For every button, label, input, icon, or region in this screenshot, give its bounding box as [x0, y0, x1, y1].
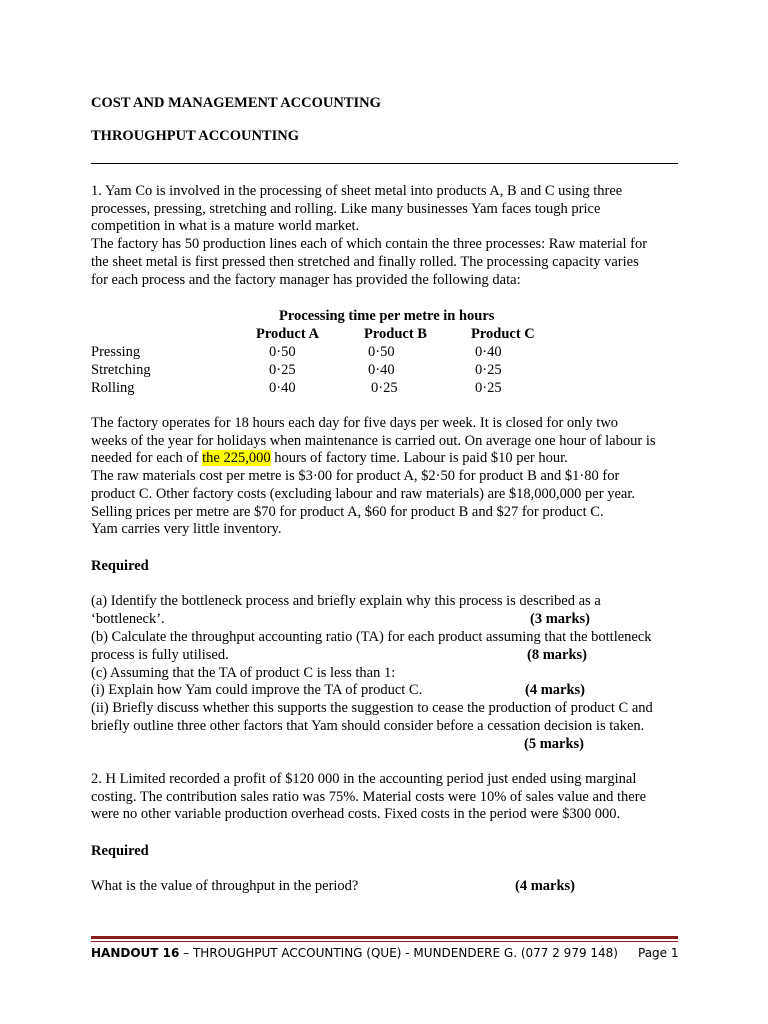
- q1-intro-line: processes, pressing, stretching and rolling. Like many businesses Yam faces tough price: [91, 200, 601, 217]
- part-a-marks: (3 marks): [530, 611, 591, 627]
- q1-intro-line: 1. Yam Co is involved in the processing of sheet metal into products A, B and C using three: [91, 183, 623, 199]
- q2-body-line: costing. The contribution sales ratio was 75%. Material costs were 10% of sales value and there: [91, 788, 647, 805]
- part-b-marks: (8 marks): [527, 647, 588, 663]
- part-c-i-marks: (4 marks): [525, 682, 586, 698]
- part-c-i-line: (i) Explain how Yam could improve the TA of product C.: [91, 682, 423, 698]
- table-title: Processing time per metre in hours: [279, 308, 495, 324]
- highlighted-text: the 225,000: [202, 450, 271, 467]
- footer-handout: HANDOUT 16: [91, 946, 180, 960]
- q2-body: [91, 771, 646, 824]
- table-header-product-a: Product A: [256, 326, 319, 342]
- table-cell: 0·50: [368, 344, 395, 360]
- part-b-line1: (b) Calculate the throughput accounting ratio (TA) for each product assuming that the bottleneck: [91, 629, 652, 645]
- table-cell: 0·50: [269, 344, 296, 360]
- q1-body-text: needed for each of: [91, 450, 203, 467]
- topic-title: THROUGHPUT ACCOUNTING: [91, 128, 299, 144]
- q1-intro-line: The factory has 50 production lines each of which contain the three processes: Raw material for: [91, 236, 648, 253]
- footer-details: – THROUGHPUT ACCOUNTING (QUE) - MUNDENDERE G. (077 2 979 148): [179, 946, 618, 960]
- q1-body-line: The raw materials cost per metre is $3·00 for product A, $2·50 for product B and $1·80 for: [91, 468, 620, 485]
- table-cell: 0·25: [475, 362, 502, 378]
- q1-body: [91, 415, 656, 539]
- table-cell: 0·40: [475, 344, 502, 360]
- part-b-line2: process is fully utilised.: [91, 647, 229, 663]
- course-title: COST AND MANAGEMENT ACCOUNTING: [91, 95, 381, 111]
- q2-required-heading: Required: [91, 843, 149, 859]
- part-c-ii-line1: (ii) Briefly discuss whether this supports the suggestion to cease the production of product C and: [91, 700, 653, 716]
- table-row-label: Pressing: [91, 344, 141, 360]
- table-cell: 0·25: [475, 380, 502, 396]
- footer-text: [91, 946, 618, 960]
- part-c-ii-marks: (5 marks): [524, 736, 585, 752]
- table-cell: 0·25: [371, 380, 398, 396]
- part-c-line: (c) Assuming that the TA of product C is less than 1:: [91, 665, 396, 681]
- q1-required-heading: Required: [91, 558, 149, 574]
- q1-body-line: The factory operates for 18 hours each day for five days per week. It is closed for only two: [91, 415, 619, 431]
- table-cell: 0·25: [269, 362, 296, 378]
- page-number: Page 1: [638, 946, 679, 960]
- header-divider: [91, 163, 678, 164]
- q1-intro-line: for each process and the factory manager has provided the following data:: [91, 271, 521, 288]
- q2-marks: (4 marks): [515, 878, 576, 894]
- table-row-label: Stretching: [91, 362, 151, 378]
- q1-intro-line: competition in what is a mature world market.: [91, 218, 360, 235]
- table-cell: 0·40: [269, 380, 296, 396]
- q2-question: What is the value of throughput in the period?: [91, 878, 359, 894]
- table-row-label: Rolling: [91, 380, 135, 396]
- q1-body-line: Selling prices per metre are $70 for product A, $60 for product B and $27 for product C.: [91, 503, 604, 520]
- q2-body-line: were no other variable production overhead costs. Fixed costs in the period were $300 000.: [91, 806, 621, 823]
- q1-body-line: product C. Other factory costs (excluding labour and raw materials) are $18,000,000 per year.: [91, 485, 635, 502]
- part-a-line1: (a) Identify the bottleneck process and briefly explain why this process is described as a: [91, 593, 601, 609]
- q1-intro: [91, 183, 647, 289]
- table-cell: 0·40: [368, 362, 395, 378]
- q1-body-line: Yam carries very little inventory.: [91, 521, 282, 538]
- table-header-product-c: Product C: [471, 326, 535, 342]
- table-header-product-b: Product B: [364, 326, 427, 342]
- q1-body-line: weeks of the year for holidays when maintenance is carried out. On average one hour of labour is: [91, 432, 656, 449]
- q1-intro-line: the sheet metal is first pressed then stretched and finally rolled. The processing capacity varies: [91, 253, 639, 270]
- q1-body-line: [91, 450, 656, 468]
- q1-body-text: hours of factory time. Labour is paid $10 per hour.: [270, 450, 568, 467]
- part-c-ii-line2: briefly outline three other factors that Yam should consider before a cessation decision is taken.: [91, 718, 645, 734]
- part-a-line2: ‘bottleneck’.: [91, 611, 165, 627]
- q2-body-line: 2. H Limited recorded a profit of $120 000 in the accounting period just ended using marginal: [91, 771, 637, 787]
- footer-rule-thick: [91, 936, 678, 939]
- footer-rule-thin: [91, 941, 678, 942]
